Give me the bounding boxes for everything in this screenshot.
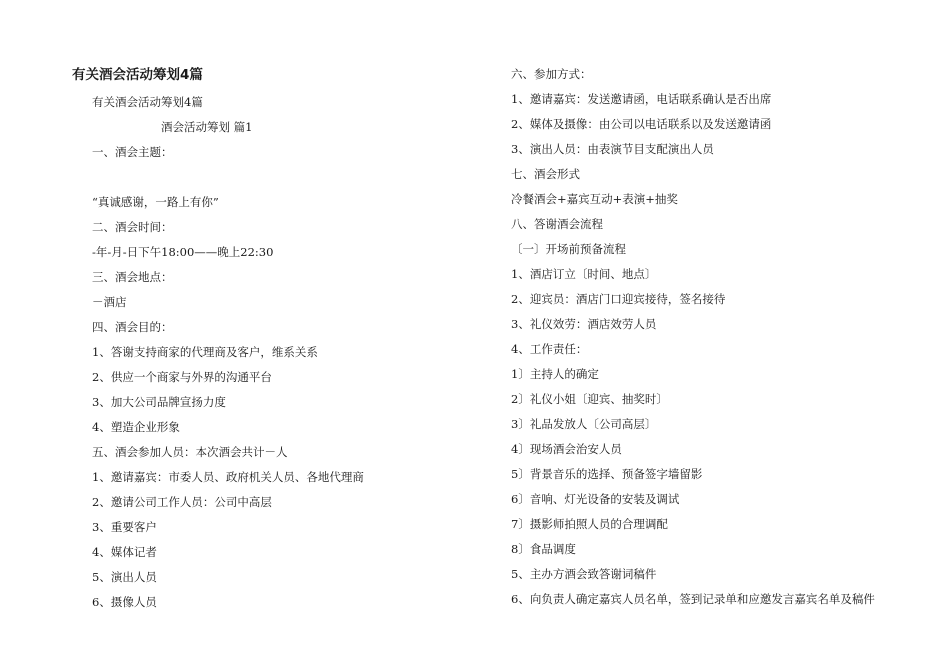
text-line: 一、酒会主题：: [92, 145, 173, 159]
text-line: 3、重要客户: [92, 520, 157, 534]
text-line: 七、酒会形式: [511, 167, 580, 181]
text-line: 3〕礼品发放人〔公司高层〕: [511, 417, 657, 431]
left-column: [72, 64, 472, 615]
text-line: 5、主办方酒会致答谢词稿件: [511, 567, 657, 581]
text-line: 2、媒体及摄像：由公司以电话联系以及发送邀请函: [511, 117, 772, 131]
text-line: 4〕现场酒会治安人员: [511, 442, 622, 456]
text-line: －酒店: [92, 295, 127, 309]
text-line: 八、答谢酒会流程: [511, 217, 603, 231]
text-line: 四、酒会目的：: [92, 320, 173, 334]
text-line: 冷餐酒会+嘉宾互动+表演+抽奖: [511, 192, 678, 206]
section-title: 酒会活动筹划 篇1: [161, 120, 253, 134]
subtitle-line: 有关酒会活动筹划4篇: [92, 95, 203, 109]
text-line: 3、演出人员：由表演节目支配演出人员: [511, 142, 714, 156]
text-line: 1、邀请嘉宾：市委人员、政府机关人员、各地代理商: [92, 470, 364, 484]
text-line: 4、塑造企业形象: [92, 420, 180, 434]
text-line: 2、供应一个商家与外界的沟通平台: [92, 370, 272, 384]
text-line: 6、向负责人确定嘉宾人员名单，签到记录单和应邀发言嘉宾名单及稿件: [511, 592, 875, 606]
text-line: 1〕主持人的确定: [511, 367, 599, 381]
text-line: 3、加大公司品牌宣扬力度: [92, 395, 226, 409]
text-line: 1、酒店订立〔时间、地点〕: [511, 267, 657, 281]
text-line: 1、答谢支持商家的代理商及客户，维系关系: [92, 345, 318, 359]
text-line: 六、参加方式：: [511, 67, 592, 81]
text-line: 二、酒会时间：: [92, 220, 173, 234]
text-line: 6、摄像人员: [92, 595, 157, 609]
blank-line: [72, 165, 472, 190]
text-line: 3、礼仪效劳：酒店效劳人员: [511, 317, 657, 331]
text-line: 2、迎宾员：酒店门口迎宾接待，签名接待: [511, 292, 726, 306]
text-line: 2〕礼仪小姐〔迎宾、抽奖时〕: [511, 392, 668, 406]
text-line: 〔一〕开场前预备流程: [511, 242, 626, 256]
text-line: 五、酒会参加人员：本次酒会共计－人: [92, 445, 288, 459]
text-line: 4、媒体记者: [92, 545, 157, 559]
text-line: -年-月-日下午18:00——晚上22:30: [92, 245, 274, 259]
text-line: 8〕食品调度: [511, 542, 576, 556]
text-line: 2、邀请公司工作人员：公司中高层: [92, 495, 272, 509]
text-line: 5、演出人员: [92, 570, 157, 584]
text-line: “真诚感谢，一路上有你”: [92, 195, 219, 209]
text-line: 7〕摄影师拍照人员的合理调配: [511, 517, 668, 531]
text-line: 6〕音响、灯光设备的安装及调试: [511, 492, 680, 506]
text-line: 4、工作责任：: [511, 342, 588, 356]
text-line: 1、邀请嘉宾：发送邀请函，电话联系确认是否出席: [511, 92, 772, 106]
text-line: 三、酒会地点：: [92, 270, 173, 284]
right-column: [511, 64, 911, 612]
text-line: 5〕背景音乐的选择、预备签字墙留影: [511, 467, 703, 481]
document-title: 有关酒会活动筹划4篇: [72, 67, 203, 83]
